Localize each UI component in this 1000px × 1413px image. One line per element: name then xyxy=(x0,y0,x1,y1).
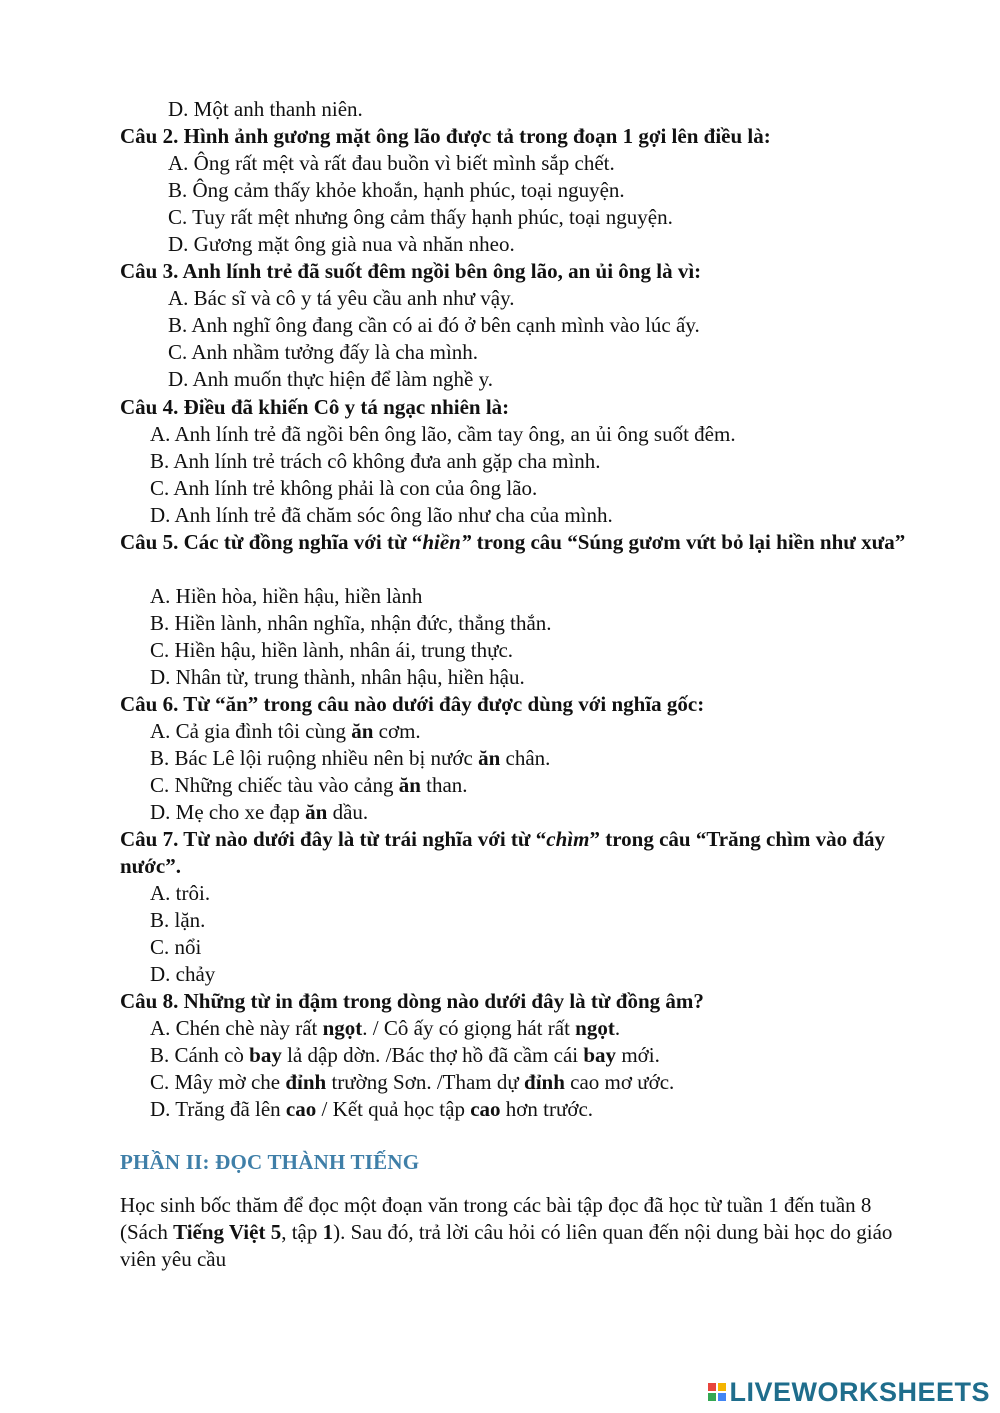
q3-option-d: D. Anh muốn thực hiện để làm nghề y. xyxy=(168,367,493,391)
q5-option-c: C. Hiền hậu, hiền lành, nhân ái, trung thực. xyxy=(150,638,514,662)
q5-option-a: A. Hiền hòa, hiền hậu, hiền lành xyxy=(150,584,423,608)
q4-option-a: A. Anh lính trẻ đã ngồi bên ông lão, cầm tay ông, an ủi ông suốt đêm. xyxy=(150,422,736,446)
q5-option-d: D. Nhân từ, trung thành, nhân hậu, hiền hậu. xyxy=(150,665,525,689)
question-4: Câu 4. Điều đã khiến Cô y tá ngạc nhiên là: xyxy=(120,395,510,419)
q7-option-d: D. chảy xyxy=(150,962,216,986)
q8-option-a: A. Chén chè này rất ngọt. / Cô ấy có giọng hát rất ngọt. xyxy=(150,1016,621,1040)
q6-option-d: D. Mẹ cho xe đạp ăn dầu. xyxy=(150,800,369,824)
q2-option-c: C. Tuy rất mệt nhưng ông cảm thấy hạnh phúc, toại nguyện. xyxy=(168,205,673,229)
section-heading: PHẦN II: ĐỌC THÀNH TIẾNG xyxy=(120,1150,420,1174)
question-2: Câu 2. Hình ảnh gương mặt ông lão được tả trong đoạn 1 gợi lên điều là: xyxy=(120,124,771,148)
question-7: Câu 7. Từ nào dưới đây là từ trái nghĩa với từ “chìm” trong câu “Trăng chìm vào đáy nước”. xyxy=(120,827,886,878)
q8-option-b: B. Cánh cò bay lả dập dờn. /Bác thợ hồ đã cầm cái bay mới. xyxy=(150,1043,660,1067)
q3-option-b: B. Anh nghĩ ông đang cần có ai đó ở bên cạnh mình vào lúc ấy. xyxy=(168,313,700,337)
q7-option-a: A. trôi. xyxy=(150,881,211,905)
logo-square-red xyxy=(708,1383,716,1391)
q4-option-b: B. Anh lính trẻ trách cô không đưa anh gặp cha mình. xyxy=(150,449,601,473)
q2-option-d: D. Gương mặt ông già nua và nhăn nheo. xyxy=(168,232,515,256)
q8-option-c: C. Mây mờ che đỉnh trường Sơn. /Tham dự đỉnh cao mơ ước. xyxy=(150,1070,675,1094)
q5-option-b: B. Hiền lành, nhân nghĩa, nhận đức, thẳng thắn. xyxy=(150,611,552,635)
liveworksheets-logo[interactable] xyxy=(708,1377,990,1407)
q4-option-d: D. Anh lính trẻ đã chăm sóc ông lão như cha của mình. xyxy=(150,503,613,527)
q7-option-b: B. lặn. xyxy=(150,908,206,932)
question-5: Câu 5. Các từ đồng nghĩa với từ “hiền” trong câu “Súng gươm vứt bỏ lại hiền như xưa” xyxy=(120,530,906,554)
section-paragraph: Học sinh bốc thăm để đọc một đoạn văn trong các bài tập đọc đã học từ tuần 1 đến tuần 8 (Sách Tiếng Việt 5, tập 1). Sau đó, trả lời câu hỏi có liên quan đến nội dung bài học do giáo viên yêu cầu xyxy=(120,1193,893,1271)
logo-text: LIVEWORKSHEETS xyxy=(729,1376,990,1407)
question-6: Câu 6. Từ “ăn” trong câu nào dưới đây được dùng với nghĩa gốc: xyxy=(120,692,705,716)
q2-option-a: A. Ông rất mệt và rất đau buồn vì biết mình sắp chết. xyxy=(168,151,615,175)
q7-option-c: C. nổi xyxy=(150,935,202,959)
logo-square-green xyxy=(708,1393,716,1401)
logo-mark-icon xyxy=(708,1383,726,1401)
logo-square-yellow xyxy=(718,1383,726,1391)
q3-option-a: A. Bác sĩ và cô y tá yêu cầu anh như vậy. xyxy=(168,286,515,310)
q1-option-d: D. Một anh thanh niên. xyxy=(168,97,363,121)
question-8: Câu 8. Những từ in đậm trong dòng nào dưới đây là từ đồng âm? xyxy=(120,989,704,1013)
question-3: Câu 3. Anh lính trẻ đã suốt đêm ngồi bên ông lão, an ủi ông là vì: xyxy=(120,259,702,283)
q8-option-d: D. Trăng đã lên cao / Kết quả học tập cao hơn trước. xyxy=(150,1097,594,1121)
q6-option-b: B. Bác Lê lội ruộng nhiều nên bị nước ăn chân. xyxy=(150,746,551,770)
q4-option-c: C. Anh lính trẻ không phải là con của ông lão. xyxy=(150,476,538,500)
q6-option-a: A. Cả gia đình tôi cùng ăn cơm. xyxy=(150,719,421,743)
logo-square-blue xyxy=(718,1393,726,1401)
q6-option-c: C. Những chiếc tàu vào cảng ăn than. xyxy=(150,773,468,797)
q2-option-b: B. Ông cảm thấy khỏe khoắn, hạnh phúc, toại nguyện. xyxy=(168,178,625,202)
q3-option-c: C. Anh nhầm tưởng đấy là cha mình. xyxy=(168,340,479,364)
